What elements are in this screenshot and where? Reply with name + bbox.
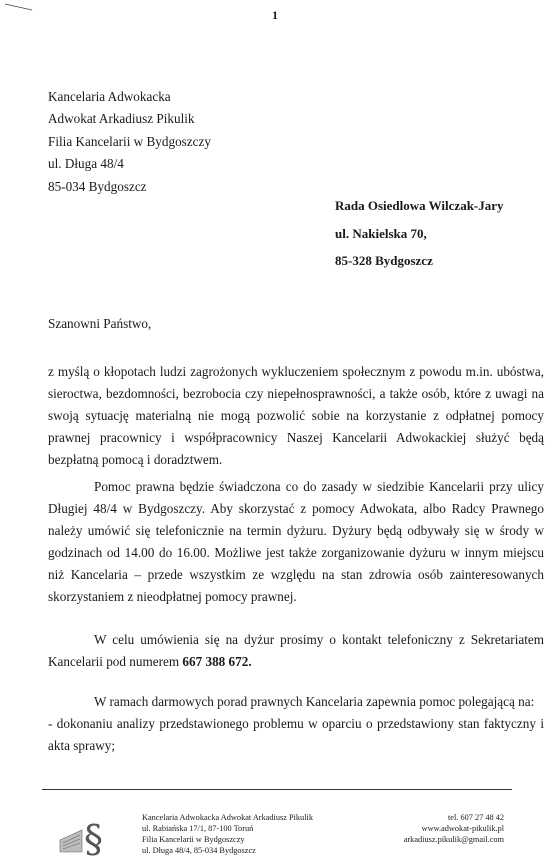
section-sign-logo-icon xyxy=(58,818,114,856)
letter-body xyxy=(48,361,544,757)
sender-line: 85-034 Bydgoszcz xyxy=(48,178,147,194)
body-paragraph-3 xyxy=(48,629,544,673)
body-paragraph-4: W ramach darmowych porad prawnych Kancelaria zapewnia pomoc polegającą na: xyxy=(94,694,535,709)
recipient-line: Rada Osiedlowa Wilczak-Jary xyxy=(335,198,504,213)
footer-divider xyxy=(42,789,512,790)
phone-number: 667 388 672. xyxy=(182,654,252,669)
recipient-address xyxy=(335,192,504,275)
sender-line: Kancelaria Adwokacka xyxy=(48,89,171,104)
body-paragraph-2: Pomoc prawna będzie świadczona co do zasady w siedzibie Kancelarii przy ulicy Długiej 48/4 w Bydgoszczy. Aby skorzystać z pomocy Adwokata, albo Radcy Prawnego należy umówić się telefonicznie na termin dyżuru. Dyżury będą odbywały się w środy w godzinach od 14.00 do 16.00. Możliwe jest także zorganizowanie dyżuru w innym miejscu niż Kancelaria – przede wszystkim ze względu na stan zdrowia osób zainteresowanych skorzystaniem z nieodpłatnej pomocy prawnej. xyxy=(48,479,544,604)
body-paragraph-1: z myślą o kłopotach ludzi zagrożonych wykluczeniem społecznym z powodu m.in. ubóstwa, sieroctwa, bezdomności, bezrobocia czy niepełnosprawności, a także osób, które z uwagi na swoją sytuację materialną nie mogą pozwolić sobie na korzystanie z odpłatnej pomocy prawnej pracownicy i współpracownicy Naszej Kancelarii Adwokackiej służyć będą bezpłatną pomocą i doradztwem. xyxy=(48,364,544,467)
footer-left-line: Kancelaria Adwokacka Adwokat Arkadiusz Pikulik xyxy=(142,813,313,822)
footer-website: www.adwokat-pikulik.pl xyxy=(421,824,504,833)
footer-left-line: Filia Kancelarii w Bydgoszczy xyxy=(142,835,245,844)
footer-left-contact xyxy=(142,812,313,856)
list-item: - dokonaniu analizy przedstawionego problemu w oparciu o przedstawiony stan faktyczny i akta sprawy; xyxy=(48,716,544,753)
footer-email: arkadiusz.pikulik@gmail.com xyxy=(403,835,504,844)
footer-left-line: ul. Rabiańska 17/1, 87-100 Toruń xyxy=(142,824,254,833)
page-number: 1 xyxy=(272,8,278,22)
sender-line: Filia Kancelarii w Bydgoszczy xyxy=(48,133,211,149)
svg-text:§: § xyxy=(84,818,103,856)
recipient-line: ul. Nakielska 70, xyxy=(335,225,427,241)
footer-phone: tel. 607 27 48 42 xyxy=(448,813,504,822)
sender-line: ul. Długa 48/4 xyxy=(48,156,124,172)
salutation: Szanowni Państwo, xyxy=(48,316,152,331)
sender-address xyxy=(48,86,211,198)
body-paragraph-3-text: W celu umówienia się na dyżur prosimy o kontakt telefoniczny z Sekretariatem Kancelarii pod numerem xyxy=(48,632,544,669)
footer-right-contact xyxy=(404,812,504,845)
sender-line: Adwokat Arkadiusz Pikulik xyxy=(48,111,195,127)
recipient-line: 85-328 Bydgoszcz xyxy=(335,253,433,268)
footer-left-line: ul. Długa 48/4, 85-034 Bydgoszcz xyxy=(142,846,256,855)
